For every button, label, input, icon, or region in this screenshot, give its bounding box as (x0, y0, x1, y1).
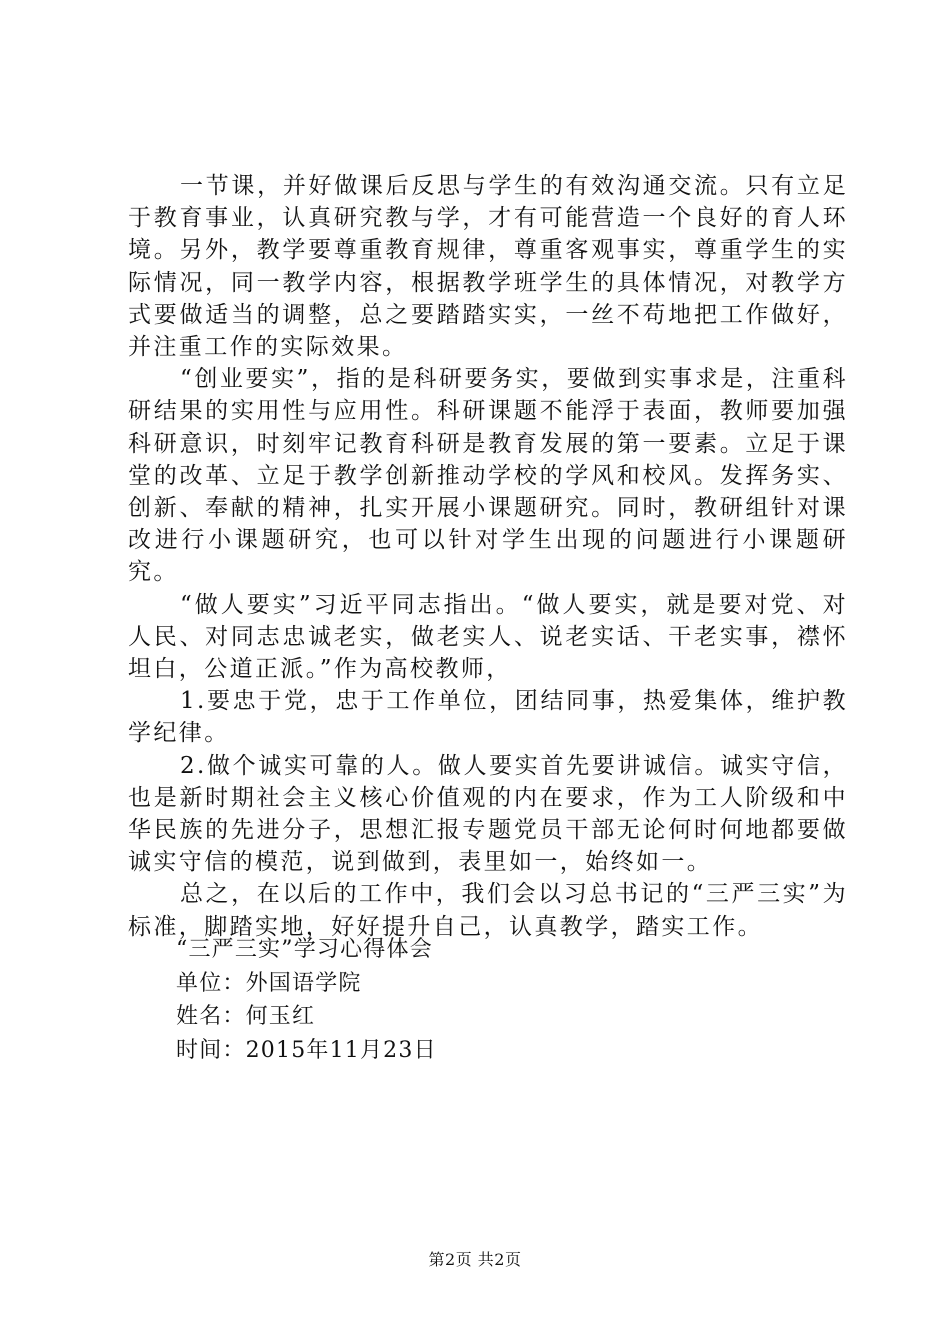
signature-date: 时间：2015年11月23日 (176, 1037, 437, 1063)
signature-block (176, 933, 796, 1067)
body-paragraph: “做人要实”习近平同志指出。“做人要实，就是要对党、对人民、对同志忠诚老实，做老实人、说老实话、干老实事，襟怀坦白，公道正派。”作为高校教师， (128, 591, 848, 683)
body-paragraph: “创业要实”，指的是科研要务实，要做到实事求是，注重科研结果的实用性与应用性。科研课题不能浮于表面，教师要加强科研意识，时刻牢记教育科研是教育发展的第一要素。立足于课堂的改革、立足于教学创新推动学校的学风和校风。发挥务实、创新、奉献的精神，扎实开展小课题研究。同时，教研组针对课改进行小课题研究，也可以针对学生出现的问题进行小课题研究。 (128, 366, 848, 586)
signature-title: “三严三实”学习心得体会 (176, 937, 433, 962)
signature-name: 姓名：何玉红 (176, 1004, 316, 1030)
body-list-item: 2.做个诚实可靠的人。做人要实首先要讲诚信。诚实守信，也是新时期社会主义核心价值观的内在要求，作为工人阶级和中华民族的先进分子，思想汇报专题党员干部无论何时何地都要做诚实守信的模范，说到做到，表里如一，始终如一。 (128, 752, 848, 876)
body-list-item: 1.要忠于党，忠于工作单位，团结同事，热爱集体，维护教学纪律。 (128, 688, 848, 747)
body-paragraph: 一节课，并好做课后反思与学生的有效沟通交流。只有立足于教育事业，认真研究教与学，才有可能营造一个良好的育人环境。另外，教学要尊重教育规律，尊重客观事实，尊重学生的实际情况，同一教学内容，根据教学班学生的具体情况，对教学方式要做适当的调整，总之要踏踏实实，一丝不苟地把工作做好，并注重工作的实际效果。 (128, 173, 848, 361)
signature-unit: 单位：外国语学院 (176, 970, 362, 996)
page-footer: 第2页 共2页 (428, 1250, 522, 1269)
body-paragraph: 总之，在以后的工作中，我们会以习总书记的“三严三实”为标准，脚踏实地，好好提升自己，认真教学，踏实工作。 (128, 881, 848, 940)
document-body (128, 170, 848, 943)
